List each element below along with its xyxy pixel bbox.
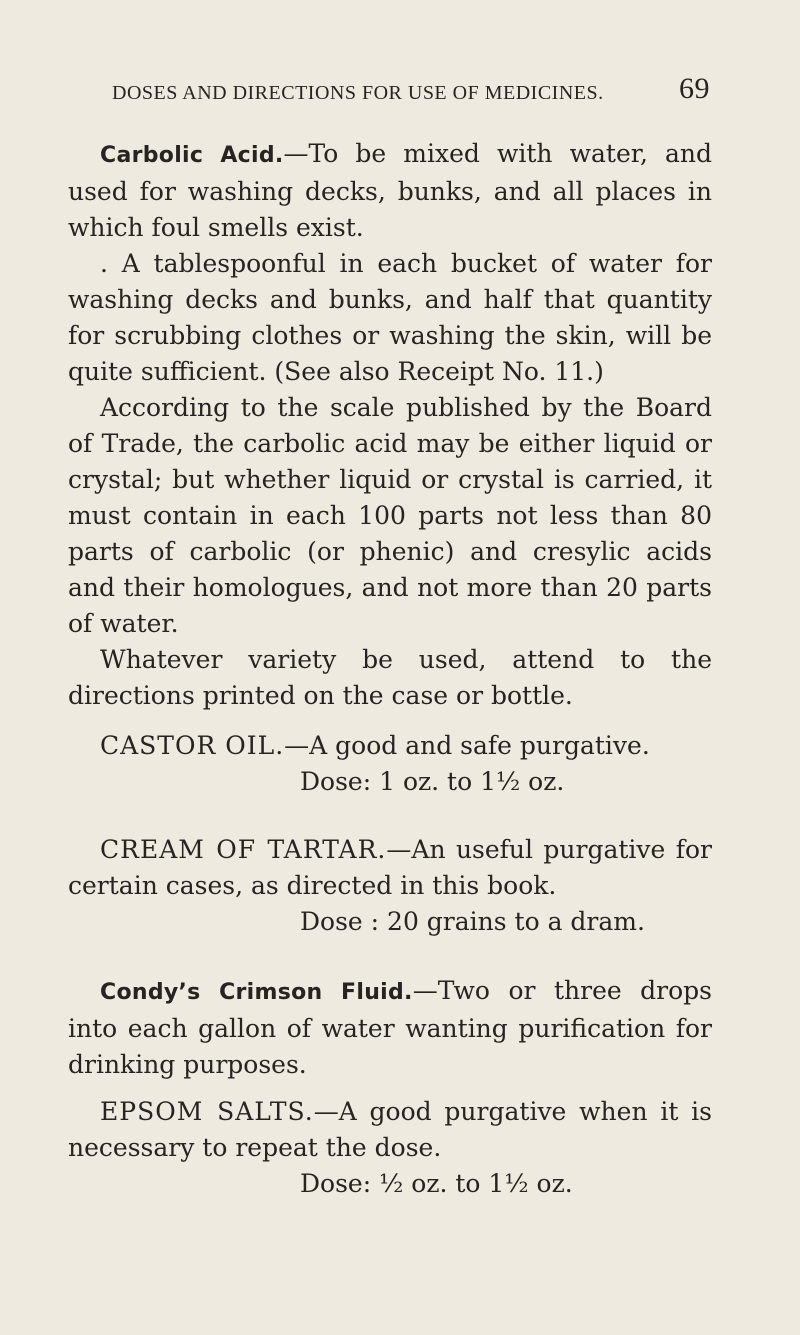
epsom-p bbox=[68, 1094, 712, 1166]
page-number: 69 bbox=[679, 72, 710, 105]
running-title: DOSES AND DIRECTIONS FOR USE OF MEDICINES. bbox=[112, 82, 604, 104]
condy-p bbox=[68, 973, 712, 1083]
cream-dose: Dose : 20 grains to a dram. bbox=[300, 907, 645, 936]
castor-oil-entry bbox=[68, 728, 712, 800]
carbolic-heading: Carbolic Acid. bbox=[100, 143, 284, 168]
epsom-heading: EPSOM SALTS. bbox=[100, 1097, 314, 1126]
carbolic-p2: . A tablespoonful in each bucket of water for washing decks and bunks, and half that quantity for scrubbing clothes or washing the skin, will be quite sufficient. (See also Receipt No. 11.) bbox=[68, 249, 712, 386]
condy-text: —Two or three drops into each gallon of water wanting purification for drinking purposes. bbox=[68, 976, 712, 1079]
cream-heading: CREAM OF TARTAR. bbox=[100, 835, 387, 864]
carbolic-p1 bbox=[68, 136, 712, 246]
condy-heading: Condy’s Crimson Fluid. bbox=[100, 980, 413, 1005]
condys-fluid-entry bbox=[68, 973, 712, 1083]
epsom-salts-entry bbox=[68, 1094, 712, 1202]
castor-dose: Dose: 1 oz. to 1½ oz. bbox=[300, 767, 565, 796]
carbolic-p3: According to the scale published by the Board of Trade, the carbolic acid may be either liquid or crystal; but whether liquid or crystal is carried, it must contain in each 100 parts not less than 80 parts of carbolic (or phenic) and cresylic acids and their homologues, and not more than 20 parts of water. bbox=[68, 393, 712, 638]
cream-of-tartar-entry bbox=[68, 832, 712, 940]
carbolic-acid-entry bbox=[68, 136, 712, 714]
castor-p bbox=[68, 728, 712, 764]
epsom-dose: Dose: ½ oz. to 1½ oz. bbox=[300, 1169, 573, 1198]
cream-p bbox=[68, 832, 712, 904]
carbolic-p4: Whatever variety be used, attend to the directions printed on the case or bottle. bbox=[68, 645, 712, 710]
carbolic-p1-text: —To be mixed with water, and used for washing decks, bunks, and all places in which foul smells exist. bbox=[68, 139, 713, 242]
epsom-text: —A good purgative when it is necessary to repeat the dose. bbox=[68, 1097, 712, 1162]
cream-text: —An useful purgative for certain cases, as directed in this book. bbox=[68, 835, 713, 900]
castor-text: —A good and safe purgative. bbox=[284, 731, 650, 760]
castor-heading: CASTOR OIL. bbox=[100, 731, 285, 760]
